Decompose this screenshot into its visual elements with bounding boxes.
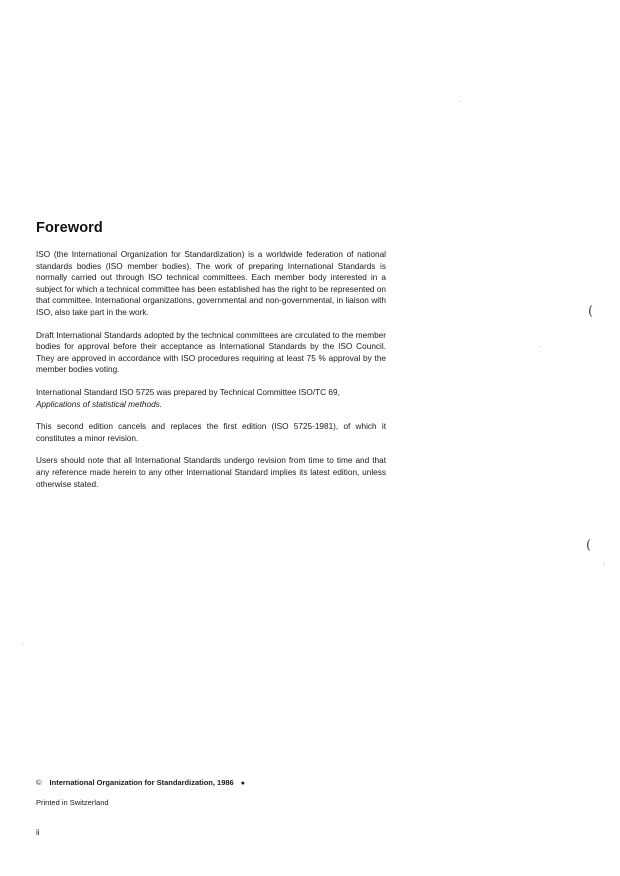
paragraph-prepared-by xyxy=(36,387,386,410)
page-title: Foreword xyxy=(36,220,103,236)
scan-speck xyxy=(460,101,461,102)
scan-speck xyxy=(22,643,23,644)
foreword-body xyxy=(36,249,386,501)
paragraph-second-edition: This second edition cancels and replaces the first edition (ISO 5725-1981), of which it constitutes a minor revision. xyxy=(36,422,386,443)
margin-mark: ( xyxy=(586,538,592,553)
scan-speck xyxy=(603,563,604,564)
prepared-by-text: International Standard ISO 5725 was prepared by Technical Committee ISO/TC 69, xyxy=(36,387,340,397)
copyright-symbol: © xyxy=(36,778,42,787)
paragraph-users-note: Users should note that all International Standards undergo revision from time to time and that any reference made herein to any other International Standard implies its latest edition, unless otherwise stated. xyxy=(36,456,386,489)
page-number: ii xyxy=(36,828,40,837)
copyright-line xyxy=(36,778,245,787)
paragraph-draft-standards: Draft International Standards adopted by the technical committees are circulated to the member bodies for approval before their acceptance as International Standards by the ISO Council. They are approved in accordance with ISO procedures requiring at least 75 % approval by the member bodies voting. xyxy=(36,330,386,375)
copyright-text: International Organization for Standardization, 1986 xyxy=(49,778,234,787)
bullet-icon: ● xyxy=(240,780,245,787)
printed-location: Printed in Switzerland xyxy=(36,798,109,807)
paragraph-iso-intro: ISO (the International Organization for Standardization) is a worldwide federation of national standards bodies (ISO member bodies). The work of preparing International Standards is normally carried out through ISO technical committees. Each member body interested in a subject for which a technical committee has been established has the right to be represented on that committee. International organizations, governmental and non-governmental, in liaison with ISO, also take part in the work. xyxy=(36,250,386,317)
margin-mark: ( xyxy=(588,304,594,319)
scan-speck xyxy=(540,346,541,347)
committee-title: Applications of statistical methods. xyxy=(36,399,163,409)
